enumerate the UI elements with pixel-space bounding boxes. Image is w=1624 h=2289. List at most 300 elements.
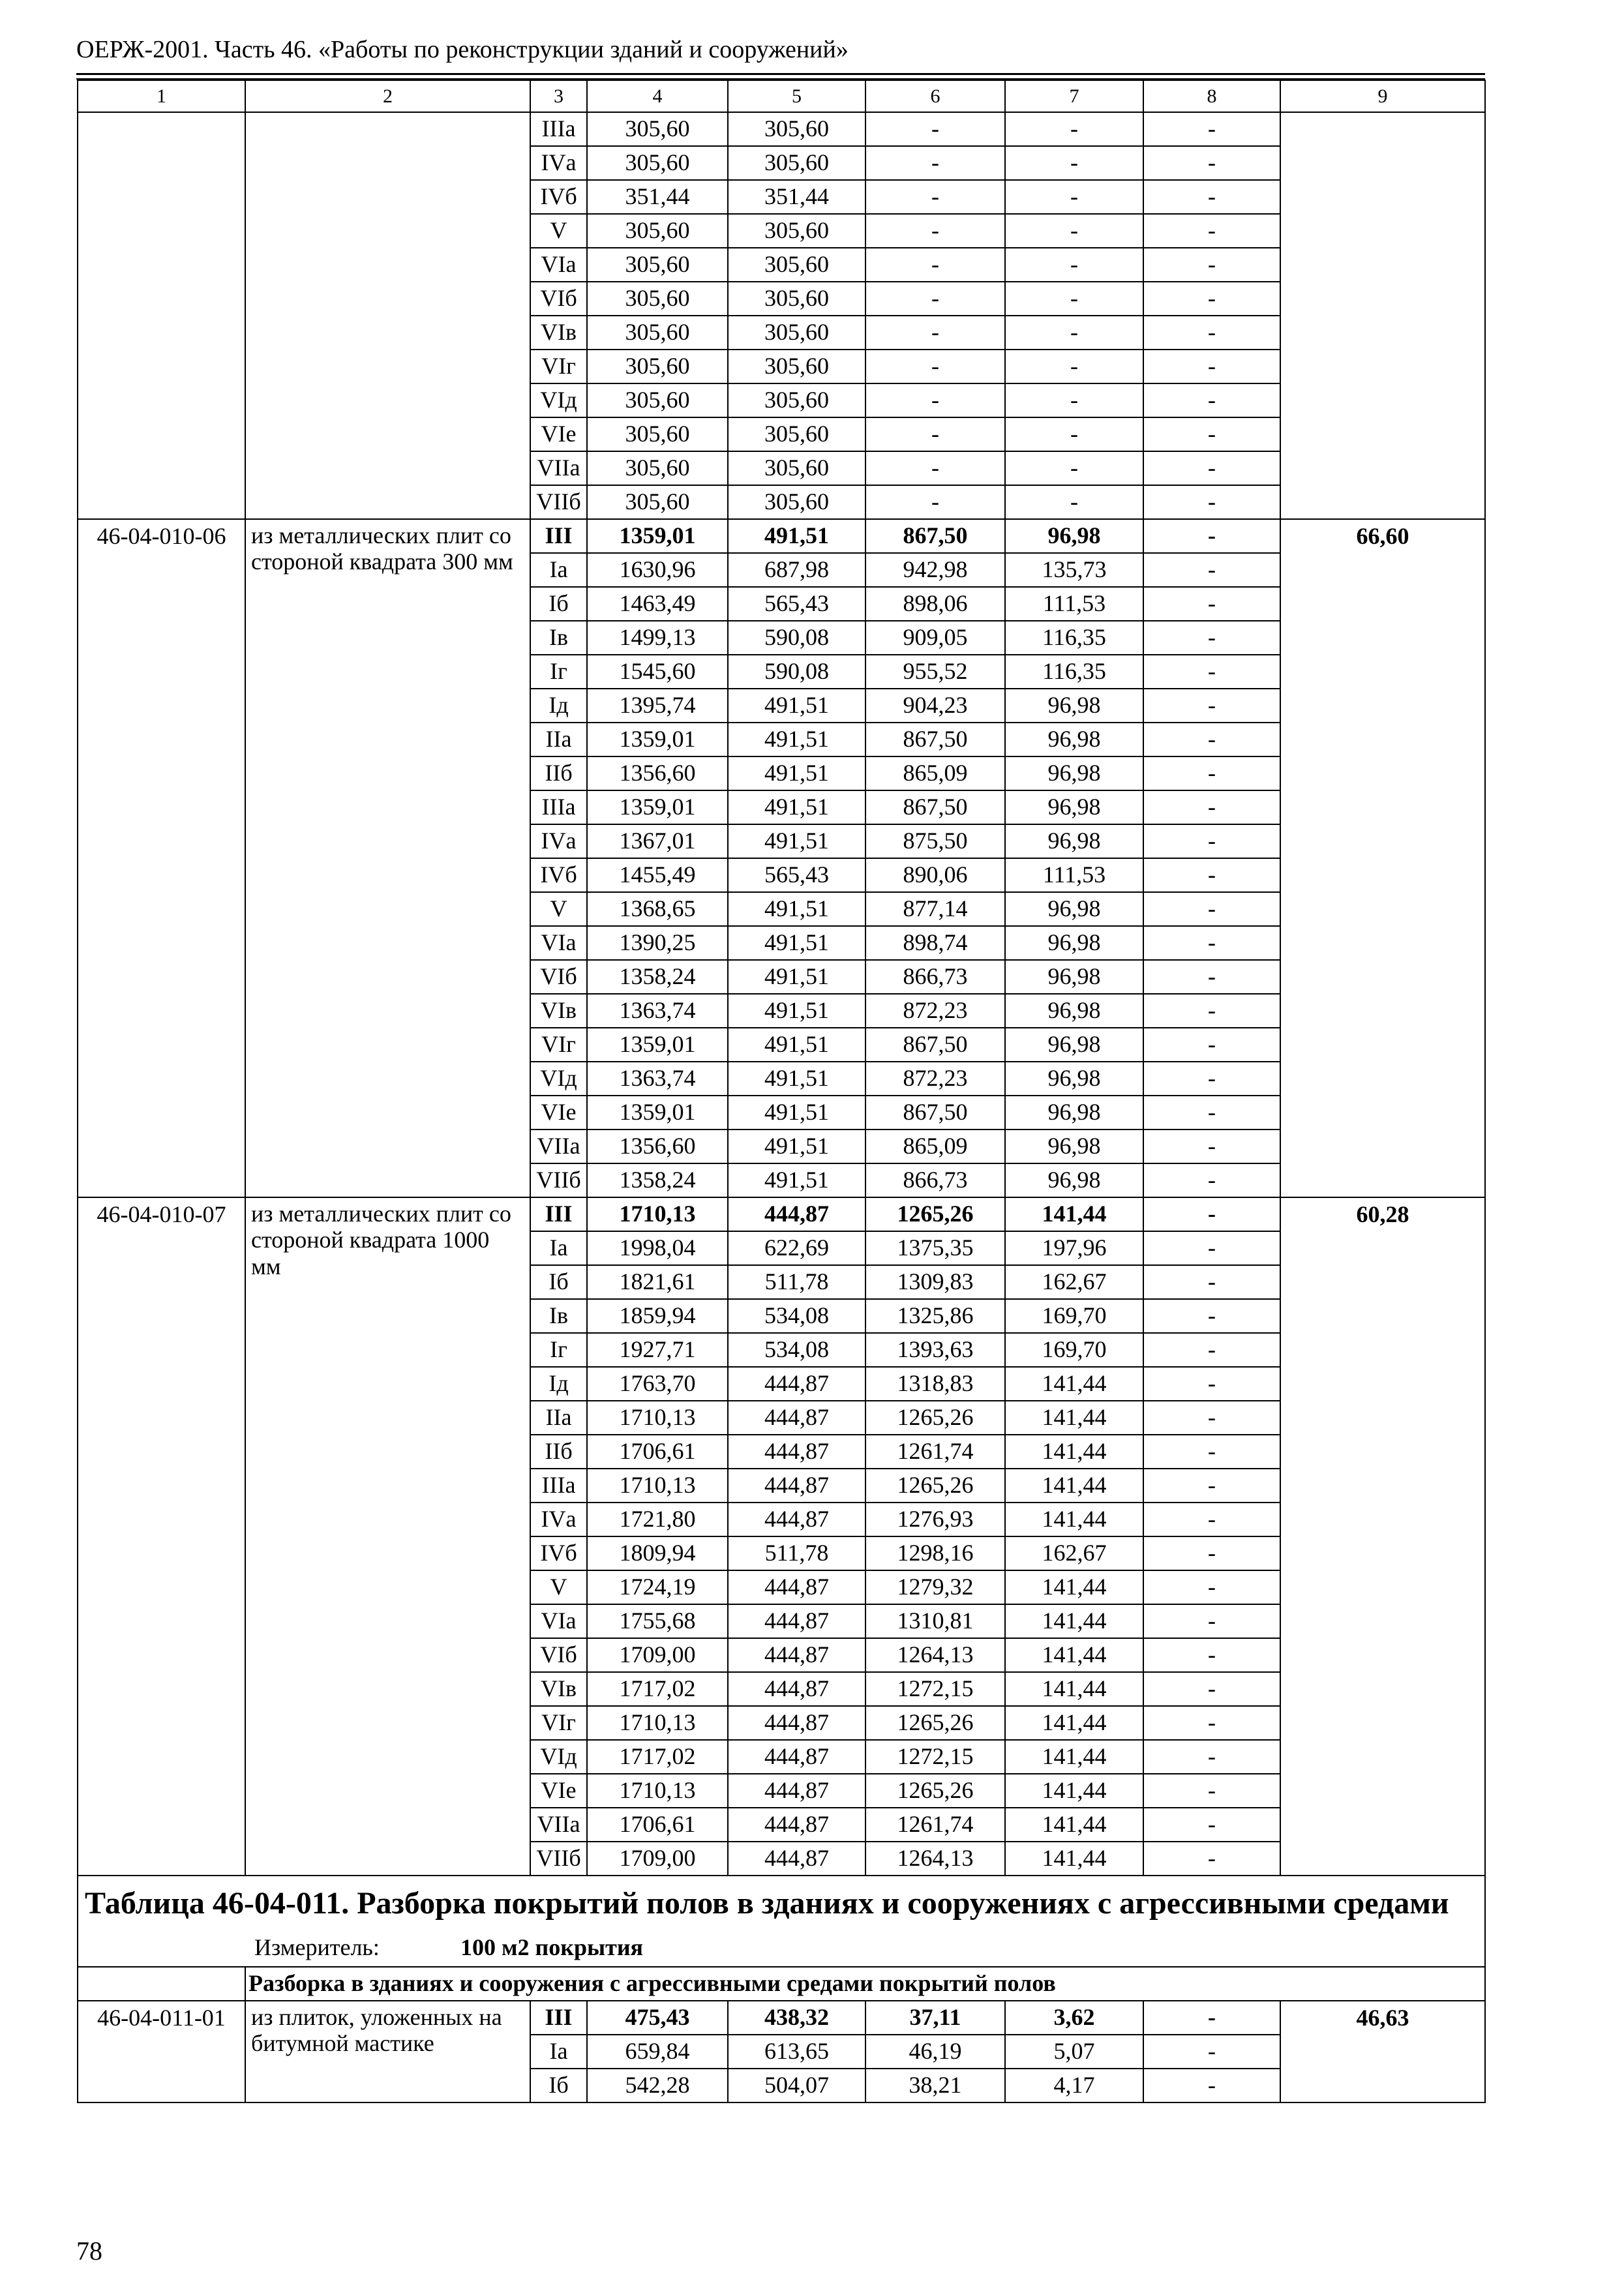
- cost-value: -: [1005, 282, 1143, 316]
- cost-value: 3,62: [1005, 2001, 1143, 2035]
- cost-value: 534,08: [728, 1333, 865, 1367]
- cost-value: 955,52: [865, 655, 1005, 689]
- cost-value: -: [1143, 790, 1280, 824]
- cost-value: -: [1143, 689, 1280, 723]
- zone-code: VIа: [530, 1604, 587, 1638]
- cost-value: -: [1143, 1401, 1280, 1435]
- zone-code: IVа: [530, 824, 587, 858]
- cost-value: 305,60: [728, 282, 865, 316]
- cost-value: -: [1143, 2069, 1280, 2102]
- cost-value: 141,44: [1005, 1638, 1143, 1672]
- cost-value: 898,06: [865, 587, 1005, 621]
- cost-value: 305,60: [728, 248, 865, 282]
- cost-value: 1809,94: [587, 1536, 728, 1570]
- zone-code: VIб: [530, 1638, 587, 1672]
- cost-value: 491,51: [728, 960, 865, 994]
- zone-code: VIIа: [530, 1130, 587, 1163]
- meter-value: 100 м2 покрытия: [460, 1934, 644, 1961]
- cost-value: 1363,74: [587, 994, 728, 1028]
- zone-code: Iд: [530, 689, 587, 723]
- cost-value: -: [865, 451, 1005, 485]
- cost-value: 96,98: [1005, 994, 1143, 1028]
- cost-value: -: [1143, 994, 1280, 1028]
- zone-code: Iв: [530, 621, 587, 655]
- cost-value: 1927,71: [587, 1333, 728, 1367]
- cost-value: 590,08: [728, 621, 865, 655]
- cost-value: 1265,26: [865, 1706, 1005, 1740]
- cost-value: 444,87: [728, 1638, 865, 1672]
- cost-value: -: [1143, 1096, 1280, 1130]
- cost-value: 444,87: [728, 1435, 865, 1469]
- cost-value: -: [865, 350, 1005, 383]
- cost-value: -: [1143, 1774, 1280, 1808]
- cost-value: 491,51: [728, 1163, 865, 1197]
- cost-value: 305,60: [728, 214, 865, 248]
- cost-value: -: [1005, 146, 1143, 180]
- zone-code: IVа: [530, 146, 587, 180]
- cost-value: 1359,01: [587, 723, 728, 756]
- cost-value: -: [1143, 960, 1280, 994]
- zone-code: Iд: [530, 1367, 587, 1401]
- table-row: [78, 1197, 1485, 1231]
- cost-value: 1717,02: [587, 1740, 728, 1774]
- cost-value: -: [1143, 723, 1280, 756]
- column-number: 6: [865, 80, 1005, 112]
- zone-code: VIе: [530, 1096, 587, 1130]
- cost-value: 1356,60: [587, 756, 728, 790]
- cost-value: 898,74: [865, 926, 1005, 960]
- work-description: из металлических плит со стороной квадрата 300 мм: [245, 519, 530, 1197]
- cost-value: 475,43: [587, 2001, 728, 2035]
- cost-value: -: [1143, 1638, 1280, 1672]
- cost-value: 116,35: [1005, 655, 1143, 689]
- cost-value: 46,19: [865, 2035, 1005, 2069]
- rate-code: 46-04-010-07: [78, 1197, 245, 1876]
- cost-value: -: [1143, 1163, 1280, 1197]
- cost-value: 1395,74: [587, 689, 728, 723]
- zone-code: VIIб: [530, 485, 587, 519]
- cost-value: -: [1143, 248, 1280, 282]
- zone-code: VIа: [530, 248, 587, 282]
- zone-code: IIIа: [530, 112, 587, 146]
- cost-value: -: [1143, 1435, 1280, 1469]
- cost-value: -: [1143, 1062, 1280, 1096]
- cost-value: 444,87: [728, 1401, 865, 1435]
- zone-code: IVб: [530, 180, 587, 214]
- cost-value: 877,14: [865, 892, 1005, 926]
- cost-value: 444,87: [728, 1604, 865, 1638]
- cost-value: 491,51: [728, 1062, 865, 1096]
- cost-value: 141,44: [1005, 1672, 1143, 1706]
- cost-value: 491,51: [728, 519, 865, 553]
- column-number: 2: [245, 80, 530, 112]
- cost-value: 1630,96: [587, 553, 728, 587]
- cost-value: 1709,00: [587, 1638, 728, 1672]
- zone-code: Iа: [530, 2035, 587, 2069]
- cost-value: 96,98: [1005, 1163, 1143, 1197]
- rate-code: 46-04-011-01: [78, 2001, 245, 2102]
- cost-value: -: [865, 248, 1005, 282]
- cost-value: 305,60: [728, 316, 865, 350]
- cost-value: 1325,86: [865, 1299, 1005, 1333]
- cost-value: 875,50: [865, 824, 1005, 858]
- cost-value: 111,53: [1005, 858, 1143, 892]
- cost-value: 687,98: [728, 553, 865, 587]
- cost-value: -: [1143, 926, 1280, 960]
- cost-value: 1310,81: [865, 1604, 1005, 1638]
- zone-code: Iг: [530, 1333, 587, 1367]
- cost-value: 1393,63: [865, 1333, 1005, 1367]
- zone-code: Iг: [530, 655, 587, 689]
- zone-code: IVа: [530, 1503, 587, 1536]
- zone-code: IIа: [530, 723, 587, 756]
- cost-value: -: [1005, 214, 1143, 248]
- rate-code: 46-04-010-06: [78, 519, 245, 1197]
- cost-value: 444,87: [728, 1842, 865, 1876]
- cost-value: -: [1143, 1740, 1280, 1774]
- cost-value: 1710,13: [587, 1469, 728, 1503]
- cost-value: -: [1143, 451, 1280, 485]
- cost-value: 444,87: [728, 1706, 865, 1740]
- cost-value: 305,60: [587, 248, 728, 282]
- zone-code: Iв: [530, 1299, 587, 1333]
- cost-value: 890,06: [865, 858, 1005, 892]
- page-header: ОЕРЖ-2001. Часть 46. «Работы по реконструкции зданий и сооружений»: [76, 36, 849, 63]
- cost-value: -: [1005, 451, 1143, 485]
- table-title-row: [78, 1876, 1485, 1930]
- cost-value: -: [1005, 383, 1143, 417]
- cost-value: -: [1005, 316, 1143, 350]
- section-title: Разборка в зданиях и сооружения с агрессивными средами покрытий полов: [245, 1967, 1485, 2001]
- cost-value: 305,60: [587, 485, 728, 519]
- cost-value: -: [1143, 1672, 1280, 1706]
- zone-code: IVб: [530, 858, 587, 892]
- cost-value: 305,60: [728, 350, 865, 383]
- zone-code: IIIа: [530, 790, 587, 824]
- cost-value: -: [1143, 180, 1280, 214]
- cost-value: -: [865, 485, 1005, 519]
- cost-value: 491,51: [728, 824, 865, 858]
- meter-row: [78, 1930, 1485, 1967]
- cost-value: 141,44: [1005, 1604, 1143, 1638]
- column-number-row: [78, 80, 1485, 112]
- cost-value: 1721,80: [587, 1503, 728, 1536]
- cost-value: 491,51: [728, 790, 865, 824]
- cost-value: 1309,83: [865, 1265, 1005, 1299]
- cost-value: 659,84: [587, 2035, 728, 2069]
- cost-value: 141,44: [1005, 1469, 1143, 1503]
- table-row: [78, 112, 1485, 146]
- cost-value: 491,51: [728, 892, 865, 926]
- cost-value: 5,07: [1005, 2035, 1143, 2069]
- zone-code: III: [530, 1197, 587, 1231]
- meter: [78, 1930, 1485, 1967]
- cost-value: 141,44: [1005, 1401, 1143, 1435]
- cost-value: 1710,13: [587, 1197, 728, 1231]
- cost-value: -: [865, 112, 1005, 146]
- cost-value: -: [865, 417, 1005, 451]
- cost-value: 872,23: [865, 1062, 1005, 1096]
- cost-value: -: [865, 383, 1005, 417]
- cost-value: 305,60: [728, 383, 865, 417]
- cost-value: -: [1005, 248, 1143, 282]
- cost-value: 305,60: [728, 417, 865, 451]
- cost-value: 444,87: [728, 1469, 865, 1503]
- cost-value: -: [1143, 621, 1280, 655]
- cost-value: 305,60: [587, 451, 728, 485]
- cost-value: -: [1143, 2001, 1280, 2035]
- cost-value: 867,50: [865, 519, 1005, 553]
- cost-value: -: [865, 180, 1005, 214]
- work-description: [245, 112, 530, 519]
- zone-code: III: [530, 2001, 587, 2035]
- cost-value: -: [1143, 1028, 1280, 1062]
- cost-value: 1763,70: [587, 1367, 728, 1401]
- cost-value: 1359,01: [587, 519, 728, 553]
- cost-value: 1710,13: [587, 1401, 728, 1435]
- cost-value: 1276,93: [865, 1503, 1005, 1536]
- cost-value: 1298,16: [865, 1536, 1005, 1570]
- column-number: 4: [587, 80, 728, 112]
- cost-value: -: [1143, 1367, 1280, 1401]
- cost-value: 305,60: [728, 146, 865, 180]
- zone-code: VIа: [530, 926, 587, 960]
- cost-value: 111,53: [1005, 587, 1143, 621]
- cost-value: 305,60: [587, 350, 728, 383]
- cost-value: 141,44: [1005, 1808, 1143, 1842]
- wage-index: 46,63: [1280, 2001, 1485, 2102]
- cost-value: -: [1143, 1130, 1280, 1163]
- cost-value: 613,65: [728, 2035, 865, 2069]
- cost-value: -: [1143, 1536, 1280, 1570]
- cost-value: 904,23: [865, 689, 1005, 723]
- cost-value: -: [1143, 519, 1280, 553]
- zone-code: VIд: [530, 1740, 587, 1774]
- cost-value: 491,51: [728, 926, 865, 960]
- cost-value: 511,78: [728, 1265, 865, 1299]
- cost-value: 491,51: [728, 1096, 865, 1130]
- cost-value: 1455,49: [587, 858, 728, 892]
- cost-value: 1998,04: [587, 1231, 728, 1265]
- column-number: 1: [78, 80, 245, 112]
- cost-value: 866,73: [865, 960, 1005, 994]
- cost-value: 1363,74: [587, 1062, 728, 1096]
- cost-value: -: [1143, 1808, 1280, 1842]
- zone-code: VIг: [530, 1028, 587, 1062]
- cost-value: -: [1143, 214, 1280, 248]
- cost-value: -: [1143, 1842, 1280, 1876]
- cost-value: -: [1143, 756, 1280, 790]
- cost-value: 1272,15: [865, 1740, 1005, 1774]
- cost-value: 162,67: [1005, 1265, 1143, 1299]
- column-number: 3: [530, 80, 587, 112]
- column-number: 5: [728, 80, 865, 112]
- cost-value: 351,44: [728, 180, 865, 214]
- zone-code: VIIа: [530, 1808, 587, 1842]
- cost-value: 867,50: [865, 723, 1005, 756]
- section-row: [78, 1967, 1485, 2001]
- cost-value: 511,78: [728, 1536, 865, 1570]
- section-empty: [78, 1967, 245, 2001]
- cost-value: -: [1005, 112, 1143, 146]
- cost-value: 1859,94: [587, 1299, 728, 1333]
- cost-value: 1279,32: [865, 1570, 1005, 1604]
- cost-value: 534,08: [728, 1299, 865, 1333]
- cost-value: 866,73: [865, 1163, 1005, 1197]
- wage-index: [1280, 112, 1485, 519]
- cost-value: -: [1143, 1604, 1280, 1638]
- cost-value: -: [1143, 1469, 1280, 1503]
- cost-value: 1261,74: [865, 1435, 1005, 1469]
- cost-value: 590,08: [728, 655, 865, 689]
- cost-value: 1264,13: [865, 1842, 1005, 1876]
- cost-value: 96,98: [1005, 1028, 1143, 1062]
- cost-value: 444,87: [728, 1774, 865, 1808]
- cost-value: 305,60: [587, 146, 728, 180]
- cost-value: 542,28: [587, 2069, 728, 2102]
- cost-value: -: [865, 282, 1005, 316]
- cost-value: 867,50: [865, 1096, 1005, 1130]
- cost-value: 1706,61: [587, 1808, 728, 1842]
- cost-value: 872,23: [865, 994, 1005, 1028]
- zone-code: IIб: [530, 1435, 587, 1469]
- cost-value: 565,43: [728, 858, 865, 892]
- zone-code: IIб: [530, 756, 587, 790]
- zone-code: VIв: [530, 994, 587, 1028]
- cost-value: 491,51: [728, 994, 865, 1028]
- column-number: 9: [1280, 80, 1485, 112]
- cost-value: 491,51: [728, 1028, 865, 1062]
- cost-value: -: [1143, 1570, 1280, 1604]
- cost-value: 444,87: [728, 1197, 865, 1231]
- zone-code: VIв: [530, 316, 587, 350]
- cost-value: 96,98: [1005, 790, 1143, 824]
- price-table: [77, 80, 1486, 2103]
- cost-value: 141,44: [1005, 1740, 1143, 1774]
- cost-value: 504,07: [728, 2069, 865, 2102]
- cost-value: 1375,35: [865, 1231, 1005, 1265]
- cost-value: 305,60: [587, 417, 728, 451]
- column-number: 7: [1005, 80, 1143, 112]
- cost-value: -: [1005, 350, 1143, 383]
- wage-index: 60,28: [1280, 1197, 1485, 1876]
- cost-value: 351,44: [587, 180, 728, 214]
- cost-value: -: [1143, 1197, 1280, 1231]
- cost-value: 1390,25: [587, 926, 728, 960]
- cost-value: -: [1143, 553, 1280, 587]
- zone-code: VIIб: [530, 1163, 587, 1197]
- cost-value: 1272,15: [865, 1672, 1005, 1706]
- cost-value: -: [1143, 1706, 1280, 1740]
- zone-code: Iа: [530, 553, 587, 587]
- cost-value: 305,60: [587, 383, 728, 417]
- cost-value: -: [1143, 350, 1280, 383]
- cost-value: 1264,13: [865, 1638, 1005, 1672]
- cost-value: 865,09: [865, 756, 1005, 790]
- cost-value: 1265,26: [865, 1469, 1005, 1503]
- cost-value: 305,60: [728, 451, 865, 485]
- cost-value: 305,60: [728, 485, 865, 519]
- cost-value: -: [1143, 146, 1280, 180]
- cost-value: -: [1143, 282, 1280, 316]
- cost-value: 1356,60: [587, 1130, 728, 1163]
- cost-value: -: [1143, 383, 1280, 417]
- cost-value: -: [1143, 316, 1280, 350]
- zone-code: VIб: [530, 960, 587, 994]
- zone-code: Iб: [530, 587, 587, 621]
- cost-value: 96,98: [1005, 1062, 1143, 1096]
- zone-code: VIIб: [530, 1842, 587, 1876]
- zone-code: Iб: [530, 1265, 587, 1299]
- cost-value: -: [1143, 1503, 1280, 1536]
- cost-value: -: [1005, 485, 1143, 519]
- cost-value: 1367,01: [587, 824, 728, 858]
- cost-value: 444,87: [728, 1367, 865, 1401]
- zone-code: III: [530, 519, 587, 553]
- cost-value: 305,60: [587, 112, 728, 146]
- cost-value: 116,35: [1005, 621, 1143, 655]
- cost-value: 305,60: [587, 214, 728, 248]
- zone-code: VIг: [530, 1706, 587, 1740]
- cost-value: 1755,68: [587, 1604, 728, 1638]
- cost-value: 1710,13: [587, 1706, 728, 1740]
- cost-value: -: [1143, 2035, 1280, 2069]
- cost-value: 1710,13: [587, 1774, 728, 1808]
- cost-value: 141,44: [1005, 1197, 1143, 1231]
- cost-value: 1359,01: [587, 1028, 728, 1062]
- cost-value: 444,87: [728, 1808, 865, 1842]
- cost-value: 37,11: [865, 2001, 1005, 2035]
- zone-code: IIIа: [530, 1469, 587, 1503]
- wage-index: 66,60: [1280, 519, 1485, 1197]
- table-row: [78, 519, 1485, 553]
- cost-value: 1545,60: [587, 655, 728, 689]
- cost-value: 1724,19: [587, 1570, 728, 1604]
- cost-value: 491,51: [728, 723, 865, 756]
- rate-code: [78, 112, 245, 519]
- cost-value: 565,43: [728, 587, 865, 621]
- cost-value: 1318,83: [865, 1367, 1005, 1401]
- cost-value: 141,44: [1005, 1774, 1143, 1808]
- cost-value: 444,87: [728, 1672, 865, 1706]
- cost-value: -: [865, 316, 1005, 350]
- zone-code: VIе: [530, 417, 587, 451]
- cost-value: -: [1143, 1333, 1280, 1367]
- zone-code: VIв: [530, 1672, 587, 1706]
- zone-code: V: [530, 892, 587, 926]
- cost-value: 141,44: [1005, 1367, 1143, 1401]
- cost-value: 1499,13: [587, 621, 728, 655]
- cost-value: 438,32: [728, 2001, 865, 2035]
- cost-value: 141,44: [1005, 1570, 1143, 1604]
- cost-value: 305,60: [587, 316, 728, 350]
- zone-code: IVб: [530, 1536, 587, 1570]
- cost-value: 867,50: [865, 790, 1005, 824]
- cost-value: 305,60: [728, 112, 865, 146]
- cost-value: 1717,02: [587, 1672, 728, 1706]
- cost-value: 96,98: [1005, 756, 1143, 790]
- cost-value: 141,44: [1005, 1706, 1143, 1740]
- table-title: Таблица 46-04-011. Разборка покрытий полов в зданиях и сооружениях с агрессивными средами: [78, 1876, 1485, 1930]
- cost-value: 169,70: [1005, 1299, 1143, 1333]
- cost-value: 141,44: [1005, 1435, 1143, 1469]
- cost-value: 1359,01: [587, 1096, 728, 1130]
- cost-value: 96,98: [1005, 824, 1143, 858]
- cost-value: -: [1143, 417, 1280, 451]
- meter-label: Измеритель:: [254, 1934, 380, 1961]
- cost-value: 197,96: [1005, 1231, 1143, 1265]
- cost-value: 909,05: [865, 621, 1005, 655]
